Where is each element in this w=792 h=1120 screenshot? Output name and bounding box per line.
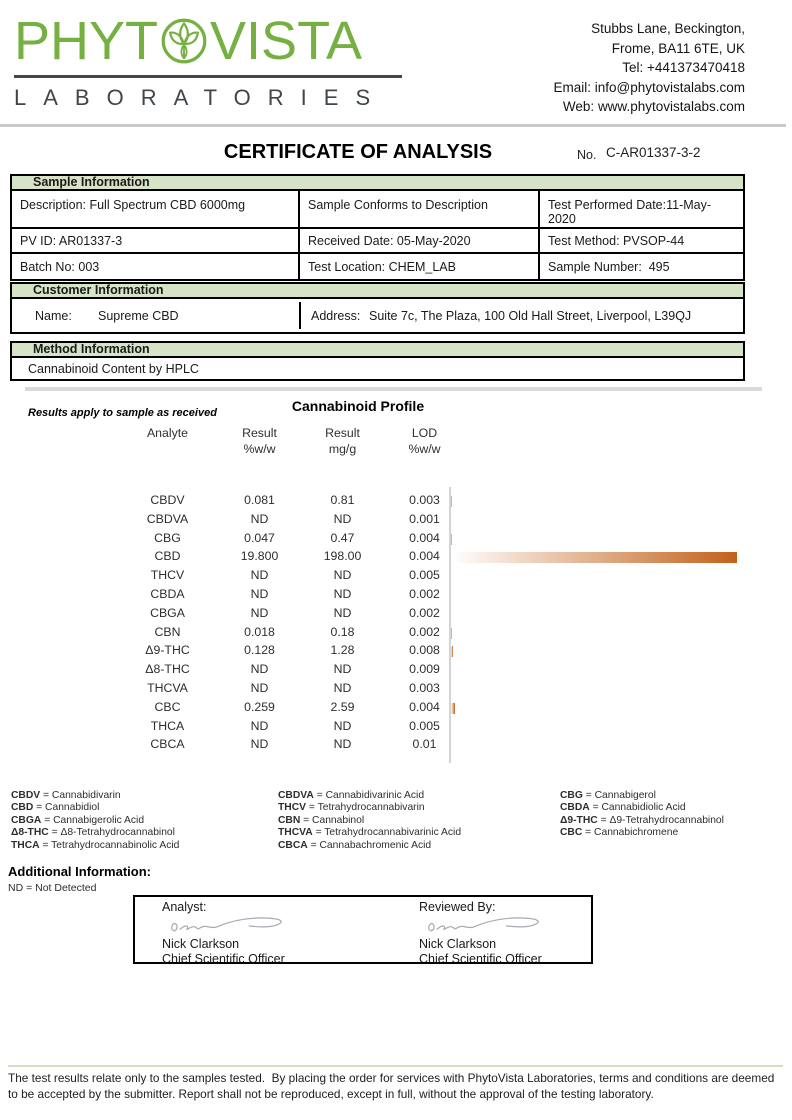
analyte-name: Δ8-THC — [145, 662, 190, 677]
analyte-row — [0, 568, 792, 587]
analyte-row — [0, 549, 792, 568]
legend-entry: CBDVA = Cannabidivarinic Acid — [278, 790, 425, 801]
legend-abbr: CBDVA — [278, 790, 314, 801]
analyte-row — [0, 719, 792, 738]
legend-column — [278, 790, 543, 852]
analyte-name: CBDA — [150, 587, 185, 601]
analyst-name: Nick Clarkson — [162, 937, 240, 951]
sample-info-cell: Test Method: PVSOP-44 — [540, 229, 743, 254]
sample-info-cell: Description: Full Spectrum CBD 6000mg — [12, 191, 300, 229]
legend-abbr: THCVA — [278, 827, 313, 839]
sample-information-heading: Sample Information — [10, 174, 745, 191]
column-header: Result — [325, 426, 360, 440]
leaf-icon — [160, 17, 208, 65]
legend-entry: CBD = Cannabidiol — [11, 802, 100, 814]
reviewed-by-label: Reviewed By: — [419, 900, 496, 914]
analyte-row — [0, 493, 792, 512]
contact-line: Stubbs Lane, Beckington, — [591, 21, 745, 36]
method-information-heading: Method Information — [10, 341, 745, 358]
result-mgg: ND — [333, 681, 352, 695]
legend-abbr: CBN — [278, 814, 301, 826]
analyst-title: Chief Scientific Officer — [162, 952, 285, 964]
legend-abbr: Δ8-THC — [11, 827, 49, 839]
result-pct: 0.081 — [244, 493, 275, 507]
legend-entry: CBDV = Cannabidivarin — [11, 790, 121, 801]
sample-info-cell: PV ID: AR01337-3 — [12, 229, 300, 254]
brand-text-post: VISTA — [210, 11, 363, 71]
legend-entry: CBG = Cannabigerol — [560, 790, 656, 801]
customer-information-heading: Customer Information — [10, 282, 745, 299]
legend-column — [11, 790, 276, 852]
result-pct: 0.128 — [244, 643, 275, 658]
result-mgg: ND — [333, 511, 352, 526]
customer-address-label: Address: — [311, 309, 361, 323]
legend-abbr: CBG — [560, 790, 583, 801]
column-header-unit: %w/w — [243, 442, 276, 456]
legend-abbr: CBDA — [560, 802, 590, 814]
lod-value: 0.005 — [409, 718, 440, 733]
analyte-row — [0, 606, 792, 625]
chart-bar — [451, 534, 452, 545]
analyst-label: Analyst: — [162, 900, 207, 914]
legend-entry: THCVA = Tetrahydrocannabivarinic Acid — [278, 827, 462, 839]
legend-entry: Δ8-THC = Δ8-Tetrahydrocannabinol — [11, 827, 175, 839]
method-information-section — [10, 341, 745, 381]
chart-title: Cannabinoid Profile — [291, 398, 425, 414]
lab-contact-block — [553, 19, 745, 117]
brand-text-pre: PHYT — [14, 11, 159, 71]
result-pct: 0.047 — [244, 530, 275, 545]
result-mgg: 1.28 — [330, 643, 355, 658]
result-mgg: ND — [333, 568, 352, 583]
result-mgg: 2.59 — [330, 699, 355, 714]
brand-logo — [14, 11, 406, 71]
legend-entry: CBC = Cannabichromene — [560, 827, 679, 839]
signature-box — [133, 895, 593, 964]
result-mgg: ND — [333, 737, 352, 752]
sample-info-cell: Test Location: CHEM_LAB — [300, 254, 540, 279]
result-pct: ND — [250, 568, 269, 583]
results-note: Results apply to sample as received — [28, 407, 217, 419]
analyte-name: THCVA — [147, 681, 188, 695]
legend-abbr: CBDV — [11, 790, 41, 801]
contact-line: Tel: +441373470418 — [622, 60, 745, 75]
column-header: Analyte — [146, 426, 189, 440]
legend-entry: Δ9-THC = Δ9-Tetrahydrocannabinol — [560, 814, 724, 826]
sample-info-cell: Received Date: 05-May-2020 — [300, 229, 540, 254]
certificate-number-label: No. — [577, 148, 597, 162]
result-mgg: ND — [333, 605, 352, 620]
analyte-row — [0, 681, 792, 700]
result-mgg: 0.47 — [330, 530, 355, 545]
sample-information-section — [10, 174, 745, 281]
contact-line: Web: www.phytovistalabs.com — [562, 99, 745, 114]
sample-info-cell: Test Performed Date:11-May-2020 — [540, 191, 743, 229]
contact-line: Frome, BA11 6TE, UK — [611, 40, 745, 56]
brand-subtitle: LABORATORIES — [14, 85, 388, 110]
analyte-row — [0, 531, 792, 550]
header-divider — [0, 124, 786, 127]
analyte-name: CBC — [154, 699, 181, 714]
legend-abbr: CBD — [11, 802, 34, 814]
result-mgg: ND — [333, 662, 352, 677]
document-title: CERTIFICATE OF ANALYSIS — [223, 141, 493, 163]
lod-value: 0.005 — [409, 568, 440, 583]
lod-value: 0.003 — [409, 681, 440, 695]
legend-abbr: CBCA — [278, 839, 308, 851]
sample-info-cell: Sample Number: 495 — [548, 259, 670, 274]
lod-value: 0.01 — [412, 737, 437, 752]
result-pct: ND — [250, 605, 269, 620]
lod-value: 0.002 — [409, 605, 440, 620]
lod-value: 0.002 — [409, 587, 440, 601]
analyte-name: THCV — [150, 568, 185, 583]
result-mgg: 198.00 — [323, 549, 362, 564]
result-pct: ND — [250, 718, 269, 733]
result-pct: ND — [250, 737, 269, 752]
legend-abbr: CBC — [560, 827, 583, 839]
analyte-row — [0, 643, 792, 662]
lod-value: 0.003 — [409, 493, 440, 507]
column-header: Result — [242, 426, 277, 440]
cannabinoid-profile — [0, 395, 792, 775]
analyte-row — [0, 587, 792, 606]
column-header-unit: mg/g — [328, 442, 357, 456]
nd-note: ND = Not Detected — [8, 882, 97, 894]
customer-information-section — [10, 282, 745, 334]
legend-entry: CBCA = Cannabachromenic Acid — [278, 839, 432, 851]
customer-name: Supreme CBD — [98, 309, 179, 323]
lod-value: 0.004 — [409, 530, 440, 545]
signature-image — [419, 910, 559, 938]
analyte-name: CBGA — [150, 605, 185, 620]
chart-bar — [451, 496, 452, 507]
section-divider — [25, 387, 762, 391]
lod-value: 0.009 — [409, 662, 440, 677]
reviewer-name: Nick Clarkson — [419, 937, 497, 951]
footer-divider — [8, 1065, 783, 1067]
analyst-signature-block — [162, 897, 362, 964]
analyte-name: CBDV — [150, 493, 185, 507]
column-header: LOD — [411, 426, 438, 440]
analyte-row — [0, 662, 792, 681]
analyte-name: CBN — [154, 624, 181, 639]
additional-information-heading: Additional Information: — [8, 864, 151, 879]
analyte-row — [0, 700, 792, 719]
legend-entry: CBGA = Cannabigerolic Acid — [11, 814, 145, 826]
result-mgg: 0.18 — [330, 624, 355, 639]
sample-info-grid — [10, 191, 745, 281]
lod-value: 0.001 — [409, 511, 440, 526]
legend-abbr: THCV — [278, 802, 307, 814]
lod-value: 0.002 — [409, 624, 440, 639]
result-pct: ND — [250, 681, 269, 695]
chart-bar — [451, 628, 452, 639]
reviewer-title: Chief Scientific Officer — [419, 952, 542, 964]
analyte-row — [0, 512, 792, 531]
result-mgg: ND — [333, 718, 352, 733]
result-mgg: ND — [333, 587, 352, 601]
column-header-unit: %w/w — [408, 442, 441, 456]
analyte-name: CBDVA — [146, 511, 189, 526]
result-pct: 19.800 — [240, 549, 279, 564]
logo-block — [14, 11, 406, 111]
result-pct: 0.259 — [244, 699, 275, 714]
result-mgg: 0.81 — [330, 493, 355, 507]
legend-entry: THCV = Tetrahydrocannabivarin — [278, 802, 425, 814]
result-pct: ND — [250, 511, 269, 526]
method-name: Cannabinoid Content by HPLC — [10, 358, 745, 381]
chart-bar — [451, 703, 455, 714]
result-pct: 0.018 — [244, 624, 275, 639]
legend-entry: CBN = Cannabinol — [278, 814, 365, 826]
legend-abbr: Δ9-THC — [560, 814, 598, 826]
footer-disclaimer: The test results relate only to the samples tested. By placing the order for services with PhytoVista Laboratories, terms and conditions are deemed to be accepted by the submitter. Report shall not be reproduced, except in full, without the approval of the testing laboratory. — [8, 1071, 778, 1101]
analyte-name: CBCA — [150, 737, 185, 752]
analyte-name: CBG — [154, 530, 181, 545]
legend-entry: CBDA = Cannabidiolic Acid — [560, 802, 686, 814]
reviewer-signature-block — [419, 897, 593, 964]
legend-abbr: CBGA — [11, 814, 42, 826]
customer-divider — [299, 302, 301, 329]
analyte-name: THCA — [150, 718, 185, 733]
result-pct: ND — [250, 662, 269, 677]
legend-column — [560, 790, 792, 840]
analyte-name: Δ9-THC — [145, 643, 190, 658]
lod-value: 0.004 — [409, 699, 440, 714]
sample-info-cell: Sample Conforms to Description — [300, 191, 540, 229]
legend-abbr: THCA — [11, 839, 40, 851]
contact-line: Email: info@phytovistalabs.com — [553, 79, 745, 95]
lod-value: 0.004 — [409, 549, 440, 564]
customer-name-label: Name: — [35, 309, 72, 323]
sample-info-cell: Batch No: 003 — [12, 254, 300, 279]
legend-entry: THCA = Tetrahydrocannabinolic Acid — [11, 839, 180, 851]
customer-info-row — [10, 299, 745, 334]
analyte-row — [0, 737, 792, 756]
customer-address: Suite 7c, The Plaza, 100 Old Hall Street, Liverpool, L39QJ — [369, 309, 692, 323]
brand-divider — [14, 75, 402, 78]
chart-bar — [451, 552, 737, 563]
lod-value: 0.008 — [409, 643, 440, 658]
signature-image — [162, 910, 302, 938]
result-pct: ND — [250, 587, 269, 601]
certificate-number: C-AR01337-3-2 — [606, 145, 701, 160]
analyte-row — [0, 625, 792, 644]
analyte-name: CBD — [154, 549, 181, 564]
chart-bar — [451, 646, 453, 657]
